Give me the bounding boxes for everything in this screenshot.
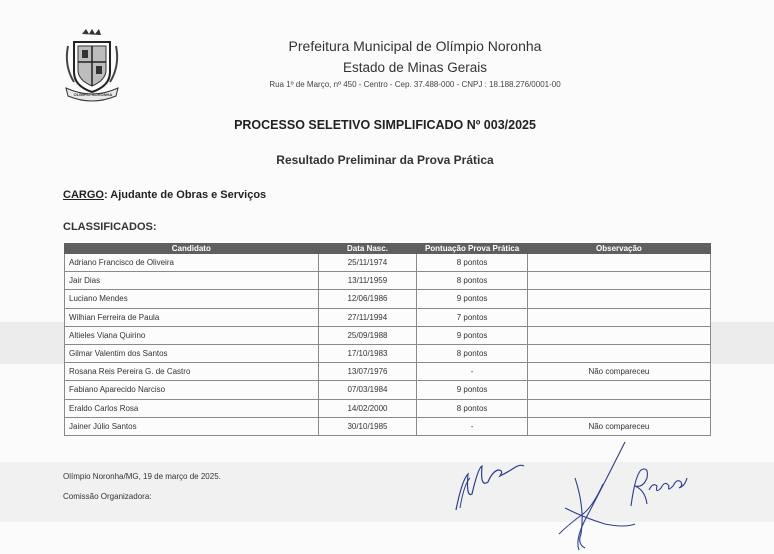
state-name: Estado de Minas Gerais — [342, 60, 488, 75]
candidate-name-cell: Gilmar Valentim dos Santos — [65, 344, 319, 362]
observation-cell — [527, 381, 710, 399]
score-cell: 9 pontos — [417, 290, 528, 308]
candidate-name-cell: Adriano Francisco de Oliveira — [65, 254, 319, 272]
birth-date-cell: 13/07/1976 — [318, 363, 417, 381]
score-cell: 8 pontos — [417, 399, 528, 417]
table-row — [65, 381, 711, 399]
table-row — [65, 363, 711, 381]
score-cell: - — [417, 363, 528, 381]
candidate-name-cell: Jair Dias — [65, 272, 319, 290]
observation-cell — [527, 344, 710, 362]
candidate-name-cell: Jainer Júlio Santos — [65, 417, 319, 435]
candidate-name-cell: Altieles Viana Quirino — [65, 326, 319, 344]
signature-1-icon — [450, 458, 530, 518]
header-candidato: Candidato — [65, 244, 319, 254]
table-row — [65, 254, 711, 272]
cargo-value: : Ajudante de Obras e Serviços — [103, 189, 267, 201]
birth-date-cell: 14/02/2000 — [318, 399, 417, 417]
observation-cell — [527, 308, 710, 326]
table-row — [65, 417, 711, 435]
observation-cell — [527, 254, 710, 272]
birth-date-cell: 25/09/1988 — [318, 326, 417, 344]
cargo-line — [63, 189, 266, 201]
score-cell: 7 pontos — [417, 308, 528, 326]
table-row — [65, 326, 711, 344]
birth-date-cell: 25/11/1974 — [318, 254, 417, 272]
table-row — [65, 290, 711, 308]
birth-date-cell: 17/10/1983 — [318, 344, 417, 362]
observation-cell — [527, 272, 710, 290]
municipality-name: Prefeitura Municipal de Olímpio Noronha — [288, 38, 542, 54]
birth-date-cell: 30/10/1985 — [318, 417, 417, 435]
table-row — [65, 344, 711, 362]
header-pontuacao: Pontuação Prova Prática — [417, 244, 528, 254]
table-row — [65, 272, 711, 290]
candidate-name-cell: Eraldo Carlos Rosa — [65, 399, 319, 417]
signature-3-icon — [625, 458, 695, 508]
table-row — [65, 308, 711, 326]
header-data-nasc: Data Nasc. — [318, 244, 417, 254]
candidate-name-cell: Wilhian Ferreira de Paula — [65, 308, 319, 326]
crest-motto: OLÍMPIO NORONHA — [73, 92, 113, 97]
observation-cell — [527, 399, 710, 417]
score-cell: 9 pontos — [417, 326, 528, 344]
birth-date-cell: 13/11/1959 — [318, 272, 417, 290]
address-line: Rua 1º de Março, nº 450 - Centro - Cep. 37.488-000 - CNPJ : 18.188.276/0001-00 — [269, 80, 561, 89]
header-observacao: Observação — [527, 244, 710, 254]
score-cell: 8 pontos — [417, 254, 528, 272]
score-cell: 8 pontos — [417, 272, 528, 290]
birth-date-cell: 27/11/1994 — [318, 308, 417, 326]
observation-cell: Não compareceu — [527, 363, 710, 381]
results-table — [64, 243, 711, 436]
candidate-name-cell: Luciano Mendes — [65, 290, 319, 308]
candidate-name-cell: Rosana Reis Pereira G. de Castro — [65, 363, 319, 381]
table-header-row — [65, 244, 711, 254]
place-date: Olímpio Noronha/MG, 19 de março de 2025. — [63, 472, 221, 481]
section-label: CLASSIFICADOS: — [63, 221, 157, 233]
score-cell: 9 pontos — [417, 381, 528, 399]
cargo-label: CARGO — [63, 189, 104, 201]
candidate-name-cell: Fabiano Aparecido Narciso — [65, 381, 319, 399]
table-row — [65, 399, 711, 417]
committee-label: Comissão Organizadora: — [63, 492, 152, 501]
birth-date-cell: 12/06/1986 — [318, 290, 417, 308]
observation-cell: Não compareceu — [527, 417, 710, 435]
observation-cell — [527, 290, 710, 308]
birth-date-cell: 07/03/1984 — [318, 381, 417, 399]
score-cell: - — [417, 417, 528, 435]
score-cell: 8 pontos — [417, 344, 528, 362]
document-title: PROCESSO SELETIVO SIMPLIFICADO Nº 003/2025 — [234, 118, 536, 132]
document-subtitle: Resultado Preliminar da Prova Prática — [276, 153, 494, 167]
observation-cell — [527, 326, 710, 344]
